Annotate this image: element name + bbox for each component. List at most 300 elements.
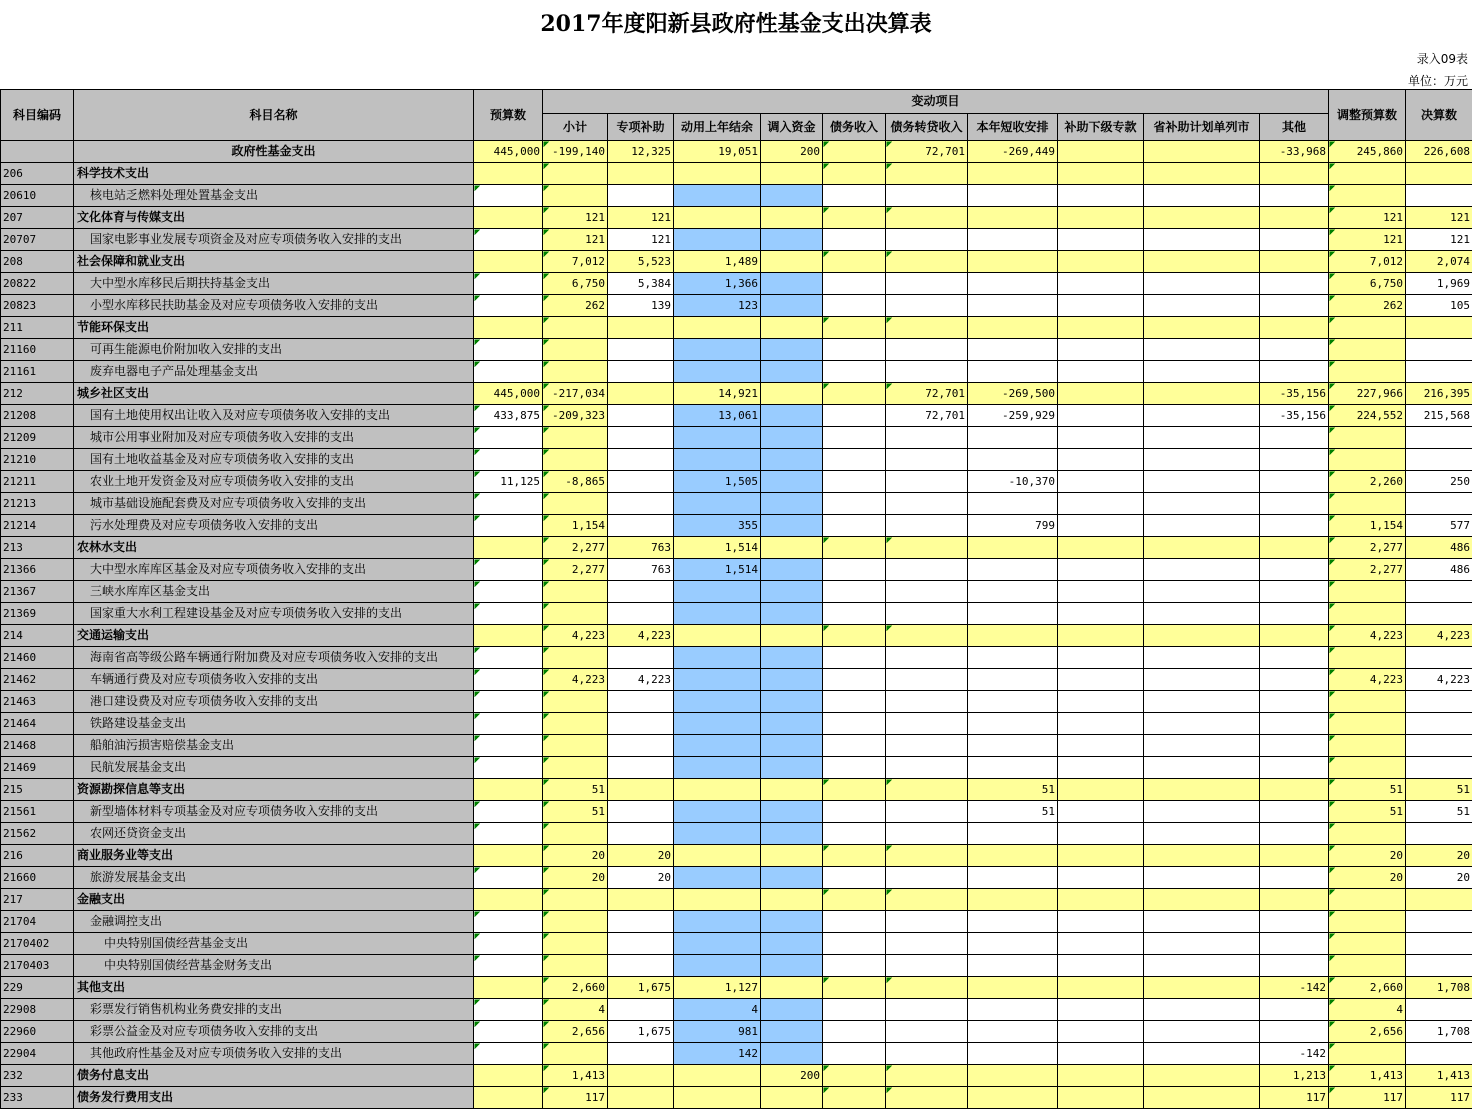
row-name: 核电站乏燃料处理处置基金支出 <box>74 185 474 207</box>
cell-short-term <box>968 823 1058 845</box>
cell-budget <box>474 251 543 273</box>
cell-special-subsidy <box>608 603 674 625</box>
cell-prior-balance <box>674 713 761 735</box>
cell-final <box>1406 185 1472 207</box>
cell-adjusted: 2,660 <box>1329 977 1406 999</box>
cell-prior-balance <box>674 1065 761 1087</box>
cell-adjusted <box>1329 449 1406 471</box>
cell-transfer-in <box>761 647 823 669</box>
cell-prior-balance: 1,514 <box>674 559 761 581</box>
table-row <box>1 493 1472 515</box>
table-row <box>1 405 1472 427</box>
table-row <box>1 361 1472 383</box>
cell-transfer-in <box>761 625 823 647</box>
row-code: 21367 <box>1 581 74 603</box>
table-row <box>1 625 1472 647</box>
cell-provincial-plan <box>1144 933 1260 955</box>
row-code: 2170403 <box>1 955 74 977</box>
cell-special-subsidy <box>608 1065 674 1087</box>
header-transfer-in: 调入资金 <box>761 114 823 141</box>
row-name: 港口建设费及对应专项债务收入安排的支出 <box>74 691 474 713</box>
row-name: 国家重大水利工程建设基金及对应专项债务收入安排的支出 <box>74 603 474 625</box>
cell-provincial-plan <box>1144 141 1260 163</box>
cell-debt-conversion <box>886 581 968 603</box>
cell-debt-income <box>823 317 886 339</box>
cell-short-term <box>968 911 1058 933</box>
cell-short-term <box>968 603 1058 625</box>
cell-final <box>1406 911 1472 933</box>
cell-final <box>1406 317 1472 339</box>
cell-subtotal: 2,277 <box>543 559 608 581</box>
cell-provincial-plan <box>1144 713 1260 735</box>
cell-prior-balance <box>674 1087 761 1109</box>
cell-debt-conversion <box>886 603 968 625</box>
cell-final <box>1406 999 1472 1021</box>
cell-subtotal <box>543 449 608 471</box>
cell-prior-balance <box>674 163 761 185</box>
cell-prior-balance <box>674 669 761 691</box>
row-name: 农业土地开发资金及对应专项债务收入安排的支出 <box>74 471 474 493</box>
cell-subtotal <box>543 163 608 185</box>
cell-prior-balance: 14,921 <box>674 383 761 405</box>
cell-provincial-plan <box>1144 823 1260 845</box>
cell-debt-income <box>823 867 886 889</box>
cell-debt-conversion <box>886 449 968 471</box>
cell-special-subsidy: 12,325 <box>608 141 674 163</box>
cell-provincial-plan <box>1144 581 1260 603</box>
header-budget: 预算数 <box>474 90 543 141</box>
cell-provincial-plan <box>1144 405 1260 427</box>
expenditure-table <box>0 89 1472 1109</box>
cell-subsidy-lower <box>1058 207 1144 229</box>
cell-transfer-in <box>761 1043 823 1065</box>
cell-transfer-in <box>761 977 823 999</box>
table-row <box>1 911 1472 933</box>
cell-debt-income <box>823 229 886 251</box>
cell-adjusted: 20 <box>1329 867 1406 889</box>
cell-final: 105 <box>1406 295 1472 317</box>
cell-final: 117 <box>1406 1087 1472 1109</box>
cell-final <box>1406 933 1472 955</box>
cell-subsidy-lower <box>1058 1087 1144 1109</box>
cell-transfer-in <box>761 207 823 229</box>
cell-subsidy-lower <box>1058 229 1144 251</box>
cell-adjusted: 117 <box>1329 1087 1406 1109</box>
cell-budget <box>474 669 543 691</box>
cell-budget <box>474 515 543 537</box>
cell-budget <box>474 757 543 779</box>
cell-transfer-in <box>761 735 823 757</box>
cell-budget <box>474 603 543 625</box>
cell-debt-income <box>823 691 886 713</box>
row-name: 金融支出 <box>74 889 474 911</box>
cell-special-subsidy <box>608 999 674 1021</box>
cell-special-subsidy <box>608 471 674 493</box>
cell-debt-income <box>823 273 886 295</box>
cell-debt-conversion <box>886 273 968 295</box>
cell-subsidy-lower <box>1058 933 1144 955</box>
row-name: 城乡社区支出 <box>74 383 474 405</box>
cell-prior-balance: 123 <box>674 295 761 317</box>
cell-subsidy-lower <box>1058 999 1144 1021</box>
cell-subsidy-lower <box>1058 823 1144 845</box>
cell-provincial-plan <box>1144 361 1260 383</box>
cell-prior-balance <box>674 449 761 471</box>
header-debt-income: 债务收入 <box>823 114 886 141</box>
cell-debt-conversion <box>886 823 968 845</box>
row-name: 债务付息支出 <box>74 1065 474 1087</box>
cell-subtotal: 1,413 <box>543 1065 608 1087</box>
cell-adjusted <box>1329 427 1406 449</box>
table-row <box>1 251 1472 273</box>
cell-other: -142 <box>1260 1043 1329 1065</box>
cell-provincial-plan <box>1144 845 1260 867</box>
cell-provincial-plan <box>1144 779 1260 801</box>
cell-adjusted <box>1329 757 1406 779</box>
cell-short-term: -269,449 <box>968 141 1058 163</box>
row-code: 21211 <box>1 471 74 493</box>
cell-adjusted <box>1329 647 1406 669</box>
cell-adjusted <box>1329 823 1406 845</box>
cell-final <box>1406 735 1472 757</box>
cell-transfer-in <box>761 757 823 779</box>
row-name: 国家电影事业发展专项资金及对应专项债务收入安排的支出 <box>74 229 474 251</box>
cell-subsidy-lower <box>1058 647 1144 669</box>
cell-final <box>1406 647 1472 669</box>
cell-subsidy-lower <box>1058 581 1144 603</box>
cell-budget <box>474 801 543 823</box>
cell-short-term <box>968 1021 1058 1043</box>
cell-special-subsidy <box>608 581 674 603</box>
cell-adjusted: 6,750 <box>1329 273 1406 295</box>
cell-prior-balance: 355 <box>674 515 761 537</box>
cell-subtotal: -217,034 <box>543 383 608 405</box>
cell-subtotal <box>543 735 608 757</box>
cell-special-subsidy: 1,675 <box>608 1021 674 1043</box>
cell-final: 51 <box>1406 801 1472 823</box>
cell-adjusted: 2,277 <box>1329 559 1406 581</box>
cell-prior-balance <box>674 955 761 977</box>
cell-transfer-in <box>761 1087 823 1109</box>
cell-adjusted: 1,154 <box>1329 515 1406 537</box>
cell-subtotal <box>543 933 608 955</box>
cell-adjusted <box>1329 493 1406 515</box>
cell-short-term <box>968 669 1058 691</box>
row-name: 小型水库移民扶助基金及对应专项债务收入安排的支出 <box>74 295 474 317</box>
cell-debt-conversion <box>886 889 968 911</box>
cell-transfer-in <box>761 361 823 383</box>
cell-short-term <box>968 273 1058 295</box>
cell-other: 1,213 <box>1260 1065 1329 1087</box>
cell-provincial-plan <box>1144 273 1260 295</box>
row-name: 中央特别国债经营基金财务支出 <box>74 955 474 977</box>
cell-prior-balance <box>674 647 761 669</box>
cell-subtotal: -199,140 <box>543 141 608 163</box>
row-name: 资源勘探信息等支出 <box>74 779 474 801</box>
cell-final <box>1406 449 1472 471</box>
cell-final: 486 <box>1406 537 1472 559</box>
cell-subsidy-lower <box>1058 537 1144 559</box>
cell-other <box>1260 493 1329 515</box>
cell-debt-conversion <box>886 845 968 867</box>
cell-provincial-plan <box>1144 1043 1260 1065</box>
cell-short-term: -259,929 <box>968 405 1058 427</box>
cell-other <box>1260 889 1329 911</box>
cell-short-term <box>968 1065 1058 1087</box>
cell-debt-income <box>823 339 886 361</box>
header-short-term: 本年短收安排 <box>968 114 1058 141</box>
cell-other <box>1260 273 1329 295</box>
cell-special-subsidy: 139 <box>608 295 674 317</box>
cell-debt-income <box>823 955 886 977</box>
cell-debt-conversion <box>886 647 968 669</box>
cell-subtotal <box>543 185 608 207</box>
cell-short-term <box>968 757 1058 779</box>
row-code: 20823 <box>1 295 74 317</box>
row-code: 206 <box>1 163 74 185</box>
cell-special-subsidy <box>608 889 674 911</box>
cell-transfer-in <box>761 823 823 845</box>
row-name: 农林水支出 <box>74 537 474 559</box>
cell-final: 121 <box>1406 207 1472 229</box>
table-row <box>1 383 1472 405</box>
cell-budget <box>474 735 543 757</box>
cell-subtotal <box>543 955 608 977</box>
table-row <box>1 207 1472 229</box>
cell-subtotal <box>543 757 608 779</box>
cell-subtotal: -209,323 <box>543 405 608 427</box>
cell-debt-conversion <box>886 317 968 339</box>
cell-budget <box>474 493 543 515</box>
cell-debt-conversion <box>886 867 968 889</box>
cell-prior-balance <box>674 823 761 845</box>
cell-subsidy-lower <box>1058 713 1144 735</box>
table-row <box>1 823 1472 845</box>
header-provincial-plan: 省补助计划单列市 <box>1144 114 1260 141</box>
cell-other <box>1260 559 1329 581</box>
cell-other <box>1260 735 1329 757</box>
cell-subsidy-lower <box>1058 405 1144 427</box>
cell-other <box>1260 625 1329 647</box>
cell-provincial-plan <box>1144 515 1260 537</box>
cell-subtotal: 2,656 <box>543 1021 608 1043</box>
cell-subsidy-lower <box>1058 361 1144 383</box>
cell-special-subsidy <box>608 801 674 823</box>
table-row <box>1 1021 1472 1043</box>
cell-special-subsidy <box>608 317 674 339</box>
cell-subsidy-lower <box>1058 185 1144 207</box>
cell-other <box>1260 603 1329 625</box>
cell-subsidy-lower <box>1058 977 1144 999</box>
cell-budget <box>474 625 543 647</box>
cell-subtotal <box>543 603 608 625</box>
cell-special-subsidy <box>608 691 674 713</box>
row-code: 21160 <box>1 339 74 361</box>
header-name: 科目名称 <box>74 90 474 141</box>
cell-short-term <box>968 207 1058 229</box>
cell-provincial-plan <box>1144 889 1260 911</box>
table-row <box>1 163 1472 185</box>
cell-debt-income <box>823 383 886 405</box>
cell-debt-conversion <box>886 537 968 559</box>
cell-special-subsidy: 763 <box>608 537 674 559</box>
cell-prior-balance: 1,514 <box>674 537 761 559</box>
cell-budget <box>474 273 543 295</box>
cell-budget <box>474 867 543 889</box>
cell-budget <box>474 185 543 207</box>
row-name: 污水处理费及对应专项债务收入安排的支出 <box>74 515 474 537</box>
cell-subsidy-lower <box>1058 801 1144 823</box>
row-code: 207 <box>1 207 74 229</box>
table-row <box>1 339 1472 361</box>
cell-other: -33,968 <box>1260 141 1329 163</box>
row-code: 208 <box>1 251 74 273</box>
cell-short-term <box>968 317 1058 339</box>
cell-debt-income <box>823 603 886 625</box>
cell-debt-income <box>823 933 886 955</box>
cell-subtotal: 7,012 <box>543 251 608 273</box>
cell-special-subsidy <box>608 427 674 449</box>
table-row <box>1 933 1472 955</box>
cell-other <box>1260 537 1329 559</box>
cell-debt-conversion <box>886 559 968 581</box>
table-row <box>1 273 1472 295</box>
cell-final: 1,708 <box>1406 1021 1472 1043</box>
cell-subsidy-lower <box>1058 515 1144 537</box>
cell-provincial-plan <box>1144 757 1260 779</box>
table-row <box>1 537 1472 559</box>
cell-final <box>1406 691 1472 713</box>
cell-special-subsidy: 121 <box>608 207 674 229</box>
cell-provincial-plan <box>1144 163 1260 185</box>
cell-adjusted <box>1329 735 1406 757</box>
cell-prior-balance <box>674 845 761 867</box>
row-code: 20707 <box>1 229 74 251</box>
cell-provincial-plan <box>1144 735 1260 757</box>
cell-other <box>1260 185 1329 207</box>
cell-transfer-in <box>761 559 823 581</box>
cell-subsidy-lower <box>1058 779 1144 801</box>
cell-adjusted: 2,260 <box>1329 471 1406 493</box>
cell-prior-balance <box>674 911 761 933</box>
cell-adjusted <box>1329 911 1406 933</box>
cell-subsidy-lower <box>1058 251 1144 273</box>
cell-subsidy-lower <box>1058 845 1144 867</box>
cell-transfer-in <box>761 911 823 933</box>
row-code: 21468 <box>1 735 74 757</box>
cell-adjusted <box>1329 955 1406 977</box>
cell-final <box>1406 713 1472 735</box>
cell-prior-balance: 1,505 <box>674 471 761 493</box>
cell-short-term <box>968 361 1058 383</box>
row-code: 22904 <box>1 1043 74 1065</box>
cell-subsidy-lower <box>1058 1043 1144 1065</box>
cell-subsidy-lower <box>1058 691 1144 713</box>
cell-subtotal <box>543 713 608 735</box>
table-row <box>1 757 1472 779</box>
cell-budget <box>474 207 543 229</box>
cell-budget <box>474 339 543 361</box>
cell-subtotal <box>543 581 608 603</box>
cell-subtotal: 4 <box>543 999 608 1021</box>
cell-debt-conversion <box>886 999 968 1021</box>
table-row <box>1 867 1472 889</box>
cell-special-subsidy <box>608 339 674 361</box>
cell-adjusted <box>1329 339 1406 361</box>
cell-final <box>1406 163 1472 185</box>
cell-debt-income <box>823 163 886 185</box>
cell-prior-balance <box>674 867 761 889</box>
cell-short-term: 51 <box>968 801 1058 823</box>
cell-debt-income <box>823 405 886 427</box>
cell-adjusted: 121 <box>1329 207 1406 229</box>
cell-subsidy-lower <box>1058 757 1144 779</box>
cell-special-subsidy <box>608 493 674 515</box>
table-row <box>1 713 1472 735</box>
cell-short-term <box>968 295 1058 317</box>
cell-final <box>1406 361 1472 383</box>
cell-subtotal: -8,865 <box>543 471 608 493</box>
table-row <box>1 229 1472 251</box>
cell-provincial-plan <box>1144 493 1260 515</box>
cell-other <box>1260 427 1329 449</box>
cell-adjusted: 224,552 <box>1329 405 1406 427</box>
cell-short-term: -269,500 <box>968 383 1058 405</box>
cell-debt-income <box>823 515 886 537</box>
row-code: 233 <box>1 1087 74 1109</box>
row-name: 商业服务业等支出 <box>74 845 474 867</box>
cell-budget <box>474 427 543 449</box>
row-code: 22908 <box>1 999 74 1021</box>
row-name: 铁路建设基金支出 <box>74 713 474 735</box>
header-adjusted: 调整预算数 <box>1329 90 1406 141</box>
cell-adjusted <box>1329 713 1406 735</box>
cell-adjusted: 51 <box>1329 801 1406 823</box>
cell-subtotal <box>543 1043 608 1065</box>
cell-short-term <box>968 647 1058 669</box>
table-row <box>1 955 1472 977</box>
cell-adjusted <box>1329 889 1406 911</box>
cell-subsidy-lower <box>1058 339 1144 361</box>
row-code: 21462 <box>1 669 74 691</box>
cell-final <box>1406 581 1472 603</box>
cell-provincial-plan <box>1144 471 1260 493</box>
table-row <box>1 1043 1472 1065</box>
row-name: 其他政府性基金及对应专项债务收入安排的支出 <box>74 1043 474 1065</box>
cell-special-subsidy <box>608 757 674 779</box>
cell-budget <box>474 295 543 317</box>
cell-debt-conversion <box>886 955 968 977</box>
cell-transfer-in <box>761 251 823 273</box>
cell-other <box>1260 999 1329 1021</box>
cell-budget <box>474 229 543 251</box>
cell-final: 486 <box>1406 559 1472 581</box>
cell-debt-conversion <box>886 185 968 207</box>
cell-debt-income <box>823 735 886 757</box>
cell-prior-balance <box>674 801 761 823</box>
row-code: 215 <box>1 779 74 801</box>
cell-provincial-plan <box>1144 977 1260 999</box>
cell-provincial-plan <box>1144 603 1260 625</box>
cell-budget <box>474 163 543 185</box>
cell-provincial-plan <box>1144 317 1260 339</box>
cell-other <box>1260 295 1329 317</box>
cell-final: 1,708 <box>1406 977 1472 999</box>
cell-transfer-in <box>761 427 823 449</box>
cell-subtotal: 117 <box>543 1087 608 1109</box>
cell-prior-balance: 1,127 <box>674 977 761 999</box>
cell-prior-balance: 1,366 <box>674 273 761 295</box>
